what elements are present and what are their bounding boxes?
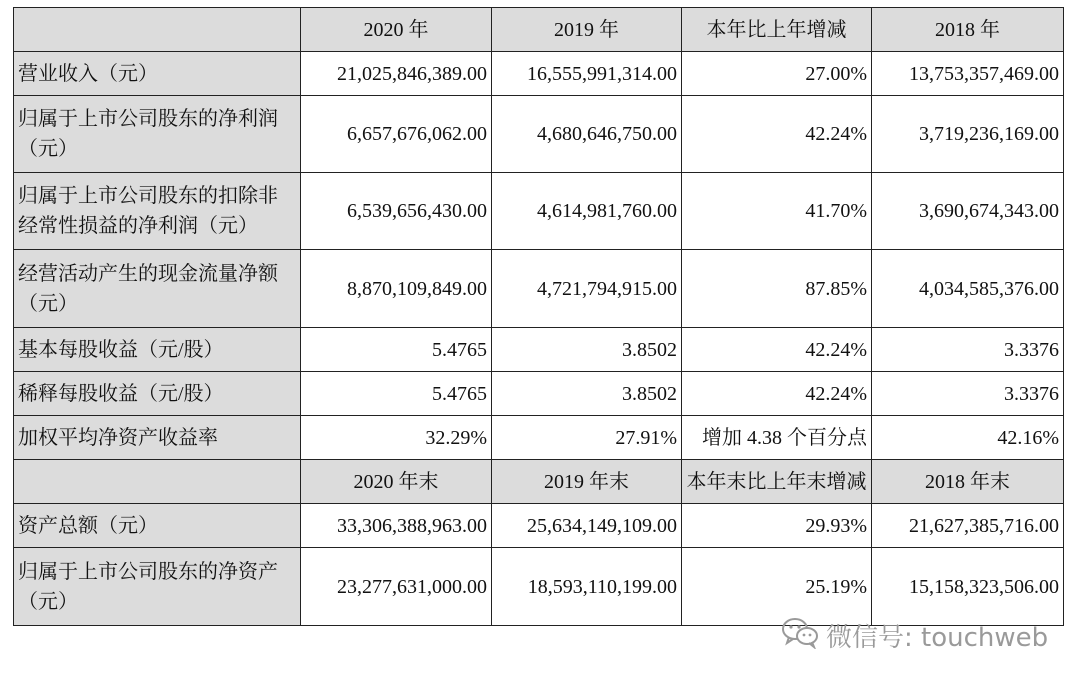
row-label: 营业收入（元） [14, 52, 301, 96]
table-row [14, 504, 1064, 548]
value-cell: 8,870,109,849.00 [301, 250, 492, 328]
table-row [14, 416, 1064, 460]
value-cell: 3,690,674,343.00 [872, 173, 1064, 250]
value-cell: 5.4765 [301, 372, 492, 416]
header-cell: 2019 年末 [492, 460, 682, 504]
value-cell: 87.85% [682, 250, 872, 328]
header-cell: 本年末比上年末增减 [682, 460, 872, 504]
wechat-watermark [780, 617, 1048, 653]
header-row-1 [14, 8, 1064, 52]
row-label: 归属于上市公司股东的净资产（元） [14, 548, 301, 626]
value-cell: 16,555,991,314.00 [492, 52, 682, 96]
table-row [14, 96, 1064, 173]
row-label: 归属于上市公司股东的净利润（元） [14, 96, 301, 173]
value-cell: 33,306,388,963.00 [301, 504, 492, 548]
header-cell: 2018 年 [872, 8, 1064, 52]
value-cell: 3.8502 [492, 328, 682, 372]
watermark-text: 微信号: touchweb [826, 622, 1049, 653]
value-cell: 23,277,631,000.00 [301, 548, 492, 626]
header-corner-cell [14, 8, 301, 52]
header-row-2 [14, 460, 1064, 504]
value-cell: 25,634,149,109.00 [492, 504, 682, 548]
value-cell: 15,158,323,506.00 [872, 548, 1064, 626]
row-label: 经营活动产生的现金流量净额（元） [14, 250, 301, 328]
table-row [14, 328, 1064, 372]
value-cell: 18,593,110,199.00 [492, 548, 682, 626]
value-cell: 21,025,846,389.00 [301, 52, 492, 96]
value-cell: 4,721,794,915.00 [492, 250, 682, 328]
table-row [14, 173, 1064, 250]
financial-table [13, 7, 1064, 626]
value-cell: 41.70% [682, 173, 872, 250]
value-cell: 3.3376 [872, 328, 1064, 372]
value-cell: 42.24% [682, 96, 872, 173]
value-cell: 21,627,385,716.00 [872, 504, 1064, 548]
value-cell: 3,719,236,169.00 [872, 96, 1064, 173]
header-cell: 2018 年末 [872, 460, 1064, 504]
table-row [14, 548, 1064, 626]
value-cell: 4,034,585,376.00 [872, 250, 1064, 328]
value-cell: 27.91% [492, 416, 682, 460]
value-cell: 13,753,357,469.00 [872, 52, 1064, 96]
value-cell: 32.29% [301, 416, 492, 460]
value-cell: 42.24% [682, 372, 872, 416]
value-cell: 29.93% [682, 504, 872, 548]
header-cell: 本年比上年增减 [682, 8, 872, 52]
value-cell: 5.4765 [301, 328, 492, 372]
value-cell: 3.3376 [872, 372, 1064, 416]
value-cell: 42.16% [872, 416, 1064, 460]
row-label: 加权平均净资产收益率 [14, 416, 301, 460]
value-cell: 4,614,981,760.00 [492, 173, 682, 250]
header-corner-cell [14, 460, 301, 504]
header-cell: 2019 年 [492, 8, 682, 52]
row-label: 稀释每股收益（元/股） [14, 372, 301, 416]
wechat-icon [780, 615, 826, 656]
value-cell: 4,680,646,750.00 [492, 96, 682, 173]
table-row [14, 372, 1064, 416]
value-cell: 42.24% [682, 328, 872, 372]
row-label: 基本每股收益（元/股） [14, 328, 301, 372]
table-row [14, 250, 1064, 328]
value-cell: 27.00% [682, 52, 872, 96]
value-cell: 6,539,656,430.00 [301, 173, 492, 250]
value-cell: 3.8502 [492, 372, 682, 416]
header-cell: 2020 年末 [301, 460, 492, 504]
table-row [14, 52, 1064, 96]
value-cell: 25.19% [682, 548, 872, 626]
row-label: 资产总额（元） [14, 504, 301, 548]
header-cell: 2020 年 [301, 8, 492, 52]
value-cell: 6,657,676,062.00 [301, 96, 492, 173]
value-cell: 增加 4.38 个百分点 [682, 416, 872, 460]
row-label: 归属于上市公司股东的扣除非经常性损益的净利润（元） [14, 173, 301, 250]
